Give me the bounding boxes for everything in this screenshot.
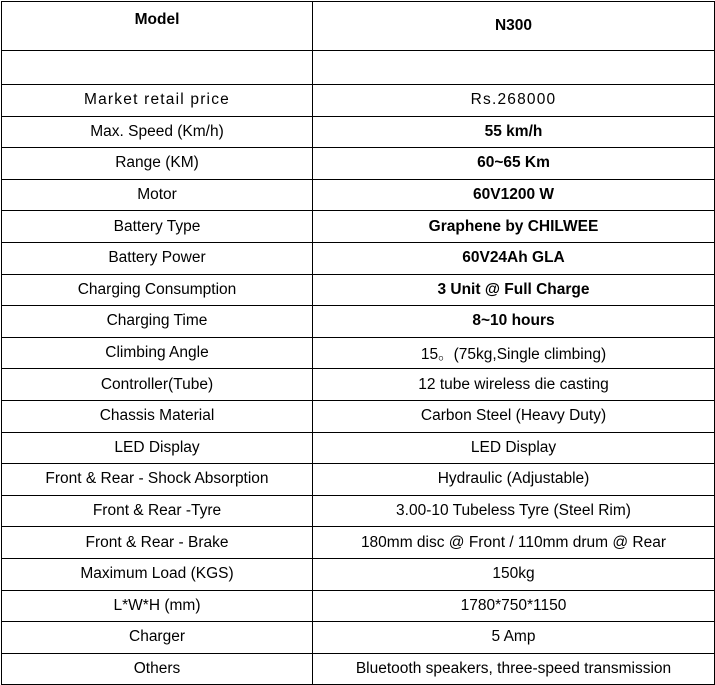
row-label: Charger <box>2 622 313 654</box>
row-label: Charging Consumption <box>2 274 313 306</box>
table-row <box>2 306 715 338</box>
row-label: Front & Rear - Brake <box>2 527 313 559</box>
table-row <box>2 179 715 211</box>
row-label: Others <box>2 653 313 685</box>
row-value: Bluetooth speakers, three-speed transmission <box>313 653 715 685</box>
table-row <box>2 432 715 464</box>
table-row <box>2 622 715 654</box>
model-label: Model <box>2 2 313 51</box>
blank-cell <box>2 51 313 85</box>
row-value: Hydraulic (Adjustable) <box>313 464 715 496</box>
row-value: 5 Amp <box>313 622 715 654</box>
table-row <box>2 558 715 590</box>
table-row <box>2 464 715 496</box>
row-value: 15。(75kg,Single climbing) <box>313 337 715 369</box>
spec-table <box>1 1 715 685</box>
table-row <box>2 400 715 432</box>
table-row <box>2 85 715 117</box>
row-value: 1780*750*1150 <box>313 590 715 622</box>
row-label: Battery Type <box>2 211 313 243</box>
table-row <box>2 653 715 685</box>
table-header-row <box>2 2 715 51</box>
row-value: 60V24Ah GLA <box>313 242 715 274</box>
row-label: Max. Speed (Km/h) <box>2 116 313 148</box>
table-row <box>2 527 715 559</box>
row-value: 3 Unit @ Full Charge <box>313 274 715 306</box>
row-value: Graphene by CHILWEE <box>313 211 715 243</box>
table-row <box>2 274 715 306</box>
row-value: 150kg <box>313 558 715 590</box>
row-value: 60V1200 W <box>313 179 715 211</box>
row-value: 60~65 Km <box>313 148 715 180</box>
model-value: N300 <box>313 2 715 51</box>
row-label: Front & Rear - Shock Absorption <box>2 464 313 496</box>
table-row <box>2 116 715 148</box>
row-label: Climbing Angle <box>2 337 313 369</box>
row-label: L*W*H (mm) <box>2 590 313 622</box>
blank-cell <box>313 51 715 85</box>
row-label: Charging Time <box>2 306 313 338</box>
row-value: 8~10 hours <box>313 306 715 338</box>
table-row <box>2 148 715 180</box>
table-row <box>2 495 715 527</box>
row-value: 12 tube wireless die casting <box>313 369 715 401</box>
row-value: Rs.268000 <box>313 85 715 117</box>
table-row <box>2 590 715 622</box>
row-label: Controller(Tube) <box>2 369 313 401</box>
row-label: Maximum Load (KGS) <box>2 558 313 590</box>
row-value: 3.00-10 Tubeless Tyre (Steel Rim) <box>313 495 715 527</box>
row-label: Battery Power <box>2 242 313 274</box>
row-value: Carbon Steel (Heavy Duty) <box>313 400 715 432</box>
row-label: Front & Rear -Tyre <box>2 495 313 527</box>
row-label: Range (KM) <box>2 148 313 180</box>
row-label: Chassis Material <box>2 400 313 432</box>
table-row <box>2 242 715 274</box>
table-row <box>2 369 715 401</box>
table-row <box>2 211 715 243</box>
row-label: LED Display <box>2 432 313 464</box>
table-row <box>2 337 715 369</box>
blank-row <box>2 51 715 85</box>
row-label: Motor <box>2 179 313 211</box>
row-value: LED Display <box>313 432 715 464</box>
row-label: Market retail price <box>2 85 313 117</box>
row-value: 55 km/h <box>313 116 715 148</box>
row-value: 180mm disc @ Front / 110mm drum @ Rear <box>313 527 715 559</box>
